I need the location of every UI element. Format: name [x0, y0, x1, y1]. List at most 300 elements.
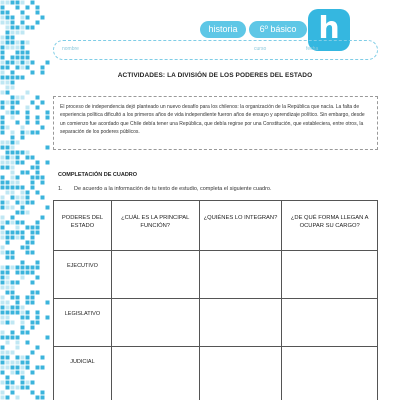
strip-pixel — [1, 276, 5, 280]
answer-cell[interactable] — [111, 299, 199, 347]
strip-pixel — [21, 326, 25, 330]
strip-pixel — [41, 66, 45, 70]
strip-pixel — [21, 16, 25, 20]
strip-pixel — [1, 186, 5, 190]
intro-box — [53, 96, 378, 150]
strip-pixel — [11, 111, 15, 115]
strip-pixel — [11, 366, 15, 370]
strip-pixel — [46, 111, 50, 115]
strip-pixel — [6, 361, 10, 365]
strip-pixel — [1, 351, 5, 355]
strip-pixel — [16, 56, 20, 60]
strip-pixel — [21, 171, 25, 175]
table-row — [54, 251, 378, 299]
powers-table — [53, 200, 378, 400]
strip-pixel — [1, 116, 5, 120]
strip-pixel — [26, 116, 30, 120]
strip-pixel — [1, 161, 5, 165]
strip-pixel — [31, 291, 35, 295]
strip-pixel — [6, 66, 10, 70]
strip-pixel — [1, 61, 5, 65]
strip-pixel — [1, 361, 5, 365]
strip-pixel — [36, 366, 40, 370]
strip-pixel — [1, 396, 5, 400]
strip-pixel — [11, 381, 15, 385]
answer-cell[interactable] — [111, 251, 199, 299]
strip-pixel — [6, 151, 10, 155]
strip-pixel — [6, 31, 10, 35]
strip-pixel — [41, 356, 45, 360]
strip-pixel — [31, 271, 35, 275]
strip-pixel — [11, 21, 15, 25]
strip-pixel — [1, 331, 5, 335]
strip-pixel — [26, 91, 30, 95]
strip-pixel — [1, 11, 5, 15]
strip-pixel — [11, 171, 15, 175]
strip-pixel — [1, 71, 5, 75]
strip-pixel — [36, 116, 40, 120]
strip-pixel — [16, 346, 20, 350]
strip-pixel — [31, 281, 35, 285]
strip-pixel — [41, 216, 45, 220]
strip-pixel — [11, 161, 15, 165]
table-row — [54, 347, 378, 400]
strip-pixel — [31, 26, 35, 30]
strip-pixel — [31, 176, 35, 180]
strip-pixel — [6, 141, 10, 145]
strip-pixel — [26, 316, 30, 320]
strip-pixel — [16, 31, 20, 35]
table-header-cell: ¿CUÁL ES LA PRINCIPAL FUNCIÓN? — [111, 201, 199, 251]
strip-pixel — [11, 291, 15, 295]
name-field-label: nombre — [62, 46, 79, 52]
strip-pixel — [26, 381, 30, 385]
strip-pixel — [36, 21, 40, 25]
strip-pixel — [1, 181, 5, 185]
strip-pixel — [1, 311, 5, 315]
strip-pixel — [26, 201, 30, 205]
strip-pixel — [36, 161, 40, 165]
strip-pixel — [11, 31, 15, 35]
strip-pixel — [21, 56, 25, 60]
strip-pixel — [26, 61, 30, 65]
strip-pixel — [11, 216, 15, 220]
strip-pixel — [16, 151, 20, 155]
strip-pixel — [21, 201, 25, 205]
strip-pixel — [21, 311, 25, 315]
strip-pixel — [6, 241, 10, 245]
strip-pixel — [36, 11, 40, 15]
strip-pixel — [1, 236, 5, 240]
strip-pixel — [6, 321, 10, 325]
strip-pixel — [26, 131, 30, 135]
strip-pixel — [21, 306, 25, 310]
strip-pixel — [16, 301, 20, 305]
strip-pixel — [1, 266, 5, 270]
strip-pixel — [6, 396, 10, 400]
strip-pixel — [6, 206, 10, 210]
strip-pixel — [11, 151, 15, 155]
strip-pixel — [16, 271, 20, 275]
strip-pixel — [31, 61, 35, 65]
strip-pixel — [6, 156, 10, 160]
answer-cell[interactable] — [111, 347, 199, 400]
strip-pixel — [16, 211, 20, 215]
logo: h — [308, 9, 350, 51]
strip-pixel — [11, 306, 15, 310]
answer-cell[interactable] — [282, 251, 378, 299]
strip-pixel — [31, 131, 35, 135]
strip-pixel — [21, 131, 25, 135]
strip-pixel — [1, 156, 5, 160]
strip-pixel — [16, 61, 20, 65]
strip-pixel — [6, 236, 10, 240]
strip-pixel — [36, 106, 40, 110]
strip-pixel — [11, 231, 15, 235]
strip-pixel — [6, 306, 10, 310]
strip-pixel — [6, 146, 10, 150]
row-label-legislativo: LEGISLATIVO — [54, 299, 112, 347]
strip-pixel — [11, 86, 15, 90]
strip-pixel — [6, 351, 10, 355]
strip-pixel — [1, 201, 5, 205]
strip-pixel — [6, 21, 10, 25]
strip-pixel — [1, 141, 5, 145]
grade-badge: 6º básico — [249, 21, 307, 38]
strip-pixel — [31, 391, 35, 395]
strip-pixel — [36, 396, 40, 400]
strip-pixel — [6, 91, 10, 95]
strip-pixel — [1, 231, 5, 235]
strip-pixel — [21, 381, 25, 385]
strip-pixel — [1, 366, 5, 370]
answer-cell[interactable] — [282, 347, 378, 400]
strip-pixel — [11, 176, 15, 180]
strip-pixel — [6, 186, 10, 190]
strip-pixel — [11, 101, 15, 105]
strip-pixel — [11, 236, 15, 240]
strip-pixel — [36, 276, 40, 280]
strip-pixel — [36, 226, 40, 230]
instruction-number: 1. — [58, 186, 63, 192]
strip-pixel — [21, 61, 25, 65]
strip-pixel — [16, 266, 20, 270]
strip-pixel — [21, 361, 25, 365]
strip-pixel — [16, 101, 20, 105]
strip-pixel — [31, 226, 35, 230]
strip-pixel — [1, 206, 5, 210]
strip-pixel — [26, 16, 30, 20]
strip-pixel — [21, 46, 25, 50]
strip-pixel — [6, 191, 10, 195]
strip-pixel — [6, 366, 10, 370]
strip-pixel — [16, 176, 20, 180]
strip-pixel — [36, 311, 40, 315]
strip-pixel — [1, 51, 5, 55]
strip-pixel — [36, 131, 40, 135]
table-header-cell: PODERES DEL ESTADO — [54, 201, 112, 251]
answer-cell[interactable] — [199, 347, 282, 400]
strip-pixel — [31, 266, 35, 270]
strip-pixel — [26, 246, 30, 250]
strip-pixel — [21, 266, 25, 270]
strip-pixel — [16, 231, 20, 235]
strip-pixel — [1, 146, 5, 150]
strip-pixel — [1, 271, 5, 275]
strip-pixel — [6, 101, 10, 105]
strip-pixel — [36, 221, 40, 225]
strip-pixel — [1, 306, 5, 310]
strip-pixel — [31, 296, 35, 300]
strip-pixel — [1, 81, 5, 85]
strip-pixel — [26, 386, 30, 390]
strip-pixel — [16, 186, 20, 190]
strip-pixel — [41, 391, 45, 395]
strip-pixel — [36, 176, 40, 180]
strip-pixel — [6, 81, 10, 85]
strip-pixel — [16, 156, 20, 160]
strip-pixel — [16, 121, 20, 125]
strip-pixel — [11, 136, 15, 140]
strip-pixel — [11, 321, 15, 325]
strip-pixel — [6, 1, 10, 5]
strip-pixel — [1, 346, 5, 350]
strip-pixel — [16, 396, 20, 400]
strip-pixel — [1, 301, 5, 305]
strip-pixel — [6, 311, 10, 315]
table-header-cell: ¿DE QUÉ FORMA LLEGAN A OCUPAR SU CARGO? — [282, 201, 378, 251]
strip-pixel — [26, 41, 30, 45]
strip-pixel — [11, 311, 15, 315]
strip-pixel — [31, 381, 35, 385]
strip-pixel — [26, 331, 30, 335]
strip-pixel — [31, 236, 35, 240]
strip-pixel — [21, 126, 25, 130]
strip-pixel — [16, 281, 20, 285]
strip-pixel — [11, 56, 15, 60]
strip-pixel — [6, 126, 10, 130]
strip-pixel — [21, 26, 25, 30]
answer-cell[interactable] — [282, 299, 378, 347]
strip-pixel — [31, 231, 35, 235]
strip-pixel — [11, 386, 15, 390]
strip-pixel — [26, 51, 30, 55]
strip-pixel — [6, 16, 10, 20]
strip-pixel — [6, 381, 10, 385]
strip-pixel — [16, 1, 20, 5]
strip-pixel — [21, 221, 25, 225]
strip-pixel — [21, 316, 25, 320]
table-row — [54, 299, 378, 347]
instruction — [58, 186, 272, 192]
strip-pixel — [1, 336, 5, 340]
strip-pixel — [31, 201, 35, 205]
strip-pixel — [21, 231, 25, 235]
strip-pixel — [26, 156, 30, 160]
strip-pixel — [11, 41, 15, 45]
strip-pixel — [1, 371, 5, 375]
strip-pixel — [21, 66, 25, 70]
strip-pixel — [31, 181, 35, 185]
strip-pixel — [11, 156, 15, 160]
strip-pixel — [21, 271, 25, 275]
strip-pixel — [26, 106, 30, 110]
answer-cell[interactable] — [199, 299, 282, 347]
strip-pixel — [1, 286, 5, 290]
strip-pixel — [31, 186, 35, 190]
strip-pixel — [26, 111, 30, 115]
strip-pixel — [11, 296, 15, 300]
strip-pixel — [6, 291, 10, 295]
strip-pixel — [16, 336, 20, 340]
strip-pixel — [16, 196, 20, 200]
strip-pixel — [21, 366, 25, 370]
strip-pixel — [11, 351, 15, 355]
strip-pixel — [21, 321, 25, 325]
strip-pixel — [11, 16, 15, 20]
strip-pixel — [16, 6, 20, 10]
strip-pixel — [1, 1, 5, 5]
strip-pixel — [36, 96, 40, 100]
strip-pixel — [26, 296, 30, 300]
strip-pixel — [21, 161, 25, 165]
strip-pixel — [6, 36, 10, 40]
strip-pixel — [16, 366, 20, 370]
strip-pixel — [11, 281, 15, 285]
strip-pixel — [21, 386, 25, 390]
strip-pixel — [46, 116, 50, 120]
strip-pixel — [6, 11, 10, 15]
strip-pixel — [26, 211, 30, 215]
strip-pixel — [21, 211, 25, 215]
strip-pixel — [11, 391, 15, 395]
subject-badge: historia — [200, 21, 246, 38]
strip-pixel — [16, 76, 20, 80]
strip-pixel — [1, 131, 5, 135]
section-title: COMPLETACIÓN DE CUADRO — [58, 172, 138, 178]
strip-pixel — [1, 41, 5, 45]
strip-pixel — [6, 276, 10, 280]
strip-pixel — [41, 71, 45, 75]
strip-pixel — [11, 71, 15, 75]
strip-pixel — [6, 376, 10, 380]
strip-pixel — [46, 336, 50, 340]
strip-pixel — [11, 146, 15, 150]
strip-pixel — [36, 231, 40, 235]
strip-pixel — [26, 366, 30, 370]
strip-pixel — [11, 186, 15, 190]
strip-pixel — [1, 16, 5, 20]
strip-pixel — [1, 21, 5, 25]
strip-pixel — [16, 221, 20, 225]
strip-pixel — [16, 96, 20, 100]
strip-pixel — [31, 101, 35, 105]
strip-pixel — [11, 191, 15, 195]
strip-pixel — [26, 226, 30, 230]
strip-pixel — [1, 126, 5, 130]
strip-pixel — [26, 66, 30, 70]
strip-pixel — [11, 166, 15, 170]
strip-pixel — [1, 296, 5, 300]
strip-pixel — [16, 306, 20, 310]
strip-pixel — [1, 391, 5, 395]
strip-pixel — [6, 221, 10, 225]
strip-pixel — [21, 186, 25, 190]
strip-pixel — [16, 66, 20, 70]
strip-pixel — [36, 291, 40, 295]
intro-text: El proceso de independencia dejó planteado un nuevo desafío para los chilenos: la organización de la República que nacía. La falta de experiencia política dificultó a los primeros años de vida independiente fueron años de ensayo y aprendizaje político. Sin embargo, desde un comienzo fue acordado que Chile debía tener una República, que debía regirse por una Constitución, que estableciera, entre otros, la separación de los poderes públicos. — [60, 104, 365, 135]
strip-pixel — [26, 341, 30, 345]
strip-pixel — [31, 251, 35, 255]
strip-pixel — [21, 276, 25, 280]
strip-pixel — [11, 26, 15, 30]
strip-pixel — [26, 151, 30, 155]
strip-pixel — [31, 371, 35, 375]
strip-pixel — [41, 101, 45, 105]
strip-pixel — [31, 321, 35, 325]
strip-pixel — [36, 191, 40, 195]
strip-pixel — [11, 141, 15, 145]
answer-cell[interactable] — [199, 251, 282, 299]
strip-pixel — [36, 171, 40, 175]
strip-pixel — [6, 161, 10, 165]
strip-pixel — [26, 26, 30, 30]
strip-pixel — [26, 361, 30, 365]
strip-pixel — [26, 311, 30, 315]
strip-pixel — [11, 206, 15, 210]
strip-pixel — [16, 141, 20, 145]
strip-pixel — [6, 281, 10, 285]
strip-pixel — [21, 76, 25, 80]
table-header-row — [54, 201, 378, 251]
strip-pixel — [46, 316, 50, 320]
strip-pixel — [6, 41, 10, 45]
strip-pixel — [46, 301, 50, 305]
strip-pixel — [41, 181, 45, 185]
strip-pixel — [31, 1, 35, 5]
strip-pixel — [6, 46, 10, 50]
strip-pixel — [26, 271, 30, 275]
date-field-label: fecha — [306, 46, 319, 52]
strip-pixel — [1, 381, 5, 385]
strip-pixel — [41, 126, 45, 130]
strip-pixel — [11, 36, 15, 40]
strip-pixel — [31, 71, 35, 75]
row-label-judicial: JUDICIAL — [54, 347, 112, 400]
strip-pixel — [21, 261, 25, 265]
strip-pixel — [31, 166, 35, 170]
strip-pixel — [11, 76, 15, 80]
decorative-pixel-strip — [0, 0, 52, 400]
strip-pixel — [21, 151, 25, 155]
strip-pixel — [41, 176, 45, 180]
strip-pixel — [31, 326, 35, 330]
strip-pixel — [41, 16, 45, 20]
strip-pixel — [21, 11, 25, 15]
strip-pixel — [1, 166, 5, 170]
strip-pixel — [16, 41, 20, 45]
strip-pixel — [16, 181, 20, 185]
strip-pixel — [11, 46, 15, 50]
strip-pixel — [1, 106, 5, 110]
strip-pixel — [46, 206, 50, 210]
strip-pixel — [11, 336, 15, 340]
strip-pixel — [21, 196, 25, 200]
row-label-ejecutivo: EJECUTIVO — [54, 251, 112, 299]
strip-pixel — [1, 66, 5, 70]
strip-pixel — [11, 251, 15, 255]
strip-pixel — [26, 356, 30, 360]
